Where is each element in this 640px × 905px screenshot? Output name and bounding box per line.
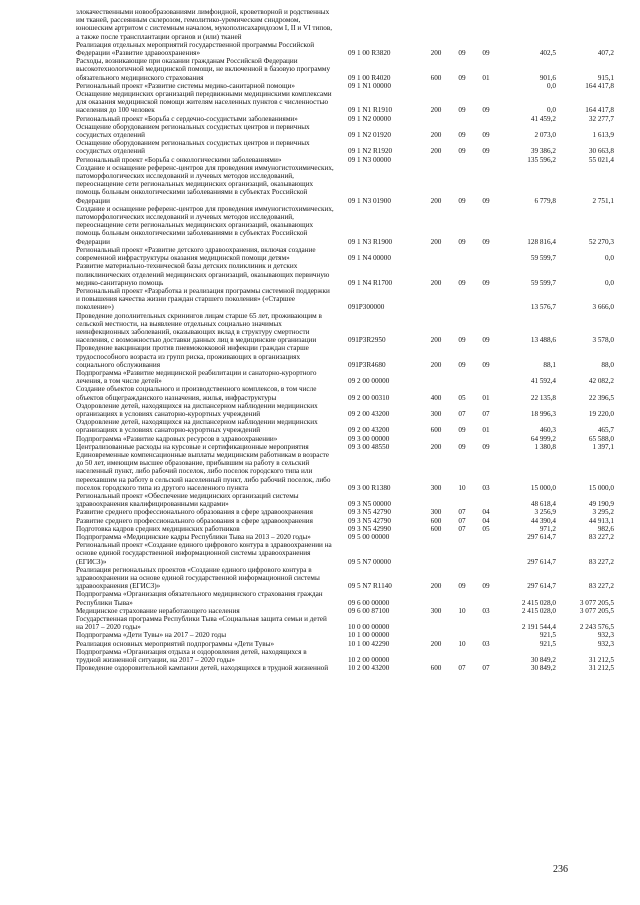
table-row	[76, 262, 618, 287]
section-code	[450, 369, 474, 385]
amount-year-1: 921,5	[539, 639, 556, 648]
subsection-code	[474, 590, 498, 606]
expense-name: Расходы, возникающие при оказании гражданам Российской Федерации высокотехнологичной медицинской помощи, не включенной в базовую программу обязательного медицинского страхования	[76, 57, 331, 82]
expense-type-code: 200	[430, 360, 442, 369]
table-row	[76, 664, 618, 672]
subsection-code	[474, 82, 498, 90]
amount-year-2: 3 666,0	[592, 303, 614, 312]
target-article-code: 09 3 00 00000	[348, 434, 390, 443]
expense-name: Подпрограмма «Медицинские кадры Республики Тыва на 2013 – 2020 годы»	[76, 533, 311, 541]
subsection-code: 09	[482, 237, 490, 246]
target-article-code: 09 1 N4 R1700	[348, 278, 393, 287]
section-code: 09	[458, 49, 466, 58]
subsection-code: 09	[482, 278, 490, 287]
table-row	[76, 631, 618, 639]
amount-year-1: 48 618,4	[530, 500, 556, 509]
amount-year-1: 59 599,7	[530, 278, 556, 287]
section-code	[450, 82, 474, 90]
amount-year-2: 49 190,9	[588, 500, 614, 509]
subsection-code: 07	[482, 664, 490, 673]
amount-year-2: 30 663,8	[588, 147, 614, 156]
table-row	[76, 8, 618, 41]
section-code	[450, 648, 474, 664]
amount-year-2: 52 270,3	[588, 237, 614, 246]
amount-year-2: 3 077 205,5	[579, 598, 614, 607]
expense-name: Единовременные компенсационные выплаты медицинским работникам в возрасте до 50 лет, имеющим высшее образование, прибывшим на работу в сельский населенный пункт, либо рабочий поселок, либо поселок городского типа или переехавшим на работу в сельский населенный пункт, либо рабочий поселок, либо поселок городского типа из другого населенного пункта	[76, 450, 331, 492]
section-code	[450, 590, 474, 606]
target-article-code: 091P3R2950	[348, 336, 386, 345]
target-article-code: 10 2 00 00000	[348, 656, 390, 665]
table-row	[76, 164, 618, 205]
table-row	[76, 57, 618, 82]
amount-year-2: 83 227,2	[588, 582, 614, 591]
target-article-code: 09 3 N5 42790	[348, 508, 391, 517]
subsection-code: 09	[482, 147, 490, 156]
table-row	[76, 156, 618, 164]
section-code: 07	[458, 516, 466, 525]
section-code: 07	[458, 409, 466, 418]
table-row	[76, 205, 618, 246]
section-code: 07	[458, 524, 466, 533]
expense-name: Развитие среднего профессионального образования в сфере здравоохранения	[76, 508, 313, 517]
subsection-code: 03	[482, 483, 490, 492]
amount-year-2: 2 243 576,5	[579, 623, 614, 632]
table-row	[76, 492, 618, 508]
table-row	[76, 344, 618, 369]
target-article-code: 09 1 N1 R1910	[348, 106, 393, 115]
table-row	[76, 115, 618, 123]
target-article-code: 09 1 N2 00000	[348, 114, 391, 123]
amount-year-1: 128 816,4	[527, 237, 556, 246]
table-row	[76, 402, 618, 418]
subsection-code	[474, 369, 498, 385]
amount-year-1: 460,3	[539, 426, 556, 435]
amount-year-1: 297 614,7	[527, 533, 556, 541]
expense-name: Создание объектов социального и производственного комплексов, в том числе объектов общегражданского назначения, жилья, инфраструктуры	[76, 385, 317, 402]
section-code	[450, 287, 474, 312]
target-article-code: 09 3 N5 42790	[348, 516, 391, 525]
subsection-code: 09	[482, 336, 490, 345]
section-code: 09	[458, 73, 466, 82]
expense-type-code	[422, 615, 450, 631]
subsection-code: 04	[482, 508, 490, 517]
target-article-code: 09 3 N5 42990	[348, 524, 391, 533]
section-code	[450, 8, 474, 41]
target-article-code: 09 3 00 48550	[348, 442, 390, 451]
expense-type-code: 600	[430, 73, 442, 82]
expense-name: Подготовка кадров средних медицинских работников	[76, 524, 240, 533]
amount-year-1: 13 488,6	[530, 336, 556, 345]
expense-type-code	[422, 648, 450, 664]
subsection-code: 09	[482, 360, 490, 369]
section-code: 10	[458, 483, 466, 492]
section-code: 09	[458, 442, 466, 451]
table-row	[76, 123, 618, 139]
section-code: 09	[458, 360, 466, 369]
section-code: 09	[458, 147, 466, 156]
expense-type-code: 600	[430, 426, 442, 435]
amount-year-2: 3 295,2	[592, 508, 614, 517]
expense-name: Централизованные расходы на курсовые и сертификационные мероприятия	[76, 442, 309, 451]
amount-year-2: 42 082,2	[588, 377, 614, 386]
target-article-code: 09 2 00 00310	[348, 393, 390, 402]
target-article-code: 09 3 00 R1380	[348, 483, 391, 492]
section-code: 09	[458, 196, 466, 205]
amount-year-1: 921,5	[539, 631, 556, 640]
section-code: 10	[458, 606, 466, 615]
subsection-code	[474, 631, 498, 639]
amount-year-2: 164 417,8	[585, 106, 614, 115]
expense-type-code	[422, 82, 450, 90]
amount-year-2: 2 751,1	[592, 196, 614, 205]
subsection-code: 09	[482, 582, 490, 591]
amount-year-1: 2 415 028,0	[521, 606, 556, 615]
target-article-code: 09 5 N7 R1140	[348, 582, 392, 591]
section-code	[450, 631, 474, 639]
expense-name: Оздоровление детей, находящихся на диспансерном наблюдении медицинских организациях в условиях санаторно-курортных учреждений	[76, 418, 318, 435]
expense-name: Медицинское страхование неработающего населения	[76, 606, 240, 615]
target-article-code: 09 1 N3 R1900	[348, 237, 393, 246]
target-article-code: 09 1 00 R3820	[348, 49, 391, 58]
table-row	[76, 615, 618, 631]
subsection-code: 01	[482, 426, 490, 435]
expense-name: Реализация отдельных мероприятий государственной программы Российской Федерации «Развитие здравоохранения»	[76, 40, 315, 58]
section-code	[450, 115, 474, 123]
amount-year-1: 297 614,7	[527, 557, 556, 566]
amount-year-2: 32 277,7	[588, 114, 614, 123]
expense-name: Региональный проект «Борьба с онкологическими заболеваниями»	[76, 155, 282, 164]
subsection-code: 07	[482, 409, 490, 418]
subsection-code	[474, 115, 498, 123]
amount-year-2: 22 396,5	[588, 393, 614, 402]
table-row	[76, 525, 618, 533]
amount-year-2: 915,1	[597, 73, 614, 82]
amount-year-2: 0,0	[605, 254, 614, 263]
amount-year-1: 22 135,8	[530, 393, 556, 402]
amount-year-1: 44 390,4	[530, 516, 556, 525]
amount-year-1: 41 459,2	[530, 114, 556, 123]
amount-year-1: 2 191 544,4	[521, 623, 556, 632]
expense-type-code	[422, 492, 450, 508]
subsection-code: 04	[482, 516, 490, 525]
amount-year-2: 65 588,0	[588, 434, 614, 443]
table-row	[76, 533, 618, 541]
expense-name: Проведение вакцинации против пневмококковой инфекции граждан старше трудоспособного возраста из групп риска, проживающих в организациях социального обслуживания	[76, 344, 309, 369]
expense-name: Региональный проект «Развитие детского здравоохранения, включая создание современной инфраструктуры оказания медицинской помощи детям»	[76, 245, 316, 263]
section-code: 07	[458, 508, 466, 517]
section-code	[450, 246, 474, 262]
subsection-code	[474, 541, 498, 566]
expense-name: Оснащение медицинских организаций передвижными медицинскими комплексами для оказания медицинской помощи жителям населенных пунктов с численностью населения до 100 человек	[76, 90, 332, 115]
amount-year-1: 88,1	[543, 360, 556, 369]
expense-type-code: 200	[430, 442, 442, 451]
amount-year-1: 30 849,2	[530, 656, 556, 665]
table-row	[76, 508, 618, 516]
amount-year-1: 135 596,2	[527, 155, 556, 164]
expense-type-code	[422, 156, 450, 164]
target-article-code: 09 6 00 00000	[348, 598, 390, 607]
table-row	[76, 369, 618, 385]
amount-year-1: 6 779,8	[534, 196, 556, 205]
section-code: 09	[458, 106, 466, 115]
amount-year-2: 15 000,0	[588, 483, 614, 492]
expense-type-code: 600	[430, 524, 442, 533]
amount-year-1: 0,0	[547, 81, 556, 90]
expense-type-code: 400	[430, 393, 442, 402]
subsection-code: 09	[482, 131, 490, 140]
table-row	[76, 590, 618, 606]
expense-name: Государственная программа Республики Тыва «Социальная защита семьи и детей на 2017 – 2020 годы»	[76, 615, 327, 632]
target-article-code: 09 3 N5 00000	[348, 500, 391, 509]
expense-type-code: 200	[430, 278, 442, 287]
amount-year-2: 3 077 205,5	[579, 606, 614, 615]
expense-name: Создание и оснащение референс-центров для проведения иммуногистохимических, патоморфологических исследований и лучевых методов исследований, переоснащение сети региональных медицинских организаций, оказывающих помощь больным онкологическими заболеваниями в субъектах Российской Федерации	[76, 204, 334, 246]
expense-type-code: 200	[430, 582, 442, 591]
amount-year-1: 30 849,2	[530, 664, 556, 673]
target-article-code: 09 1 N1 00000	[348, 81, 391, 90]
target-article-code: 09 1 00 R4020	[348, 73, 391, 82]
expense-type-code: 200	[430, 147, 442, 156]
subsection-code	[474, 435, 498, 443]
table-row	[76, 41, 618, 57]
expense-name: Региональный проект «Разработка и реализация программы системной поддержки и повышения качества жизни граждан старшего поколения» («Старшее поколение»)	[76, 286, 330, 312]
amount-year-1: 901,6	[539, 73, 556, 82]
table-row	[76, 640, 618, 648]
amount-year-2: 407,2	[597, 49, 614, 58]
expense-name: Оснащение оборудованием региональных сосудистых центров и первичных сосудистых отделений	[76, 139, 310, 156]
expense-type-code: 200	[430, 196, 442, 205]
table-row	[76, 90, 618, 115]
table-row	[76, 312, 618, 345]
amount-year-1: 64 999,2	[530, 434, 556, 443]
subsection-code: 05	[482, 524, 490, 533]
target-article-code: 10 1 00 42290	[348, 639, 390, 648]
subsection-code	[474, 246, 498, 262]
table-row	[76, 418, 618, 434]
section-code	[450, 492, 474, 508]
subsection-code: 09	[482, 49, 490, 58]
expense-name: Развитие материально-технической базы детских поликлиник и детских поликлинических отделений медицинских организаций, оказывающих первичную медико-санитарную помощь	[76, 262, 330, 287]
amount-year-2	[560, 8, 618, 41]
amount-year-1: 18 996,3	[530, 409, 556, 418]
expense-name: злокачественными новообразованиями лимфоидной, кроветворной и родственных им тканей, рассеянным склерозом, гемолитико-уремическим синдромом, юношеским артритом с системным началом, мукополисахаридозом I, II и VI типов, а также после трансплантации органов и (или) тканей	[76, 8, 333, 41]
amount-year-2: 932,3	[597, 639, 614, 648]
amount-year-2: 932,3	[597, 631, 614, 640]
expense-type-code: 600	[430, 664, 442, 673]
expense-type-code: 300	[430, 508, 442, 517]
expense-type-code: 300	[430, 483, 442, 492]
expense-name: Региональный проект «Борьба с сердечно-сосудистыми заболеваниями»	[76, 114, 298, 123]
section-code	[450, 541, 474, 566]
amount-year-1: 971,2	[539, 524, 556, 533]
amount-year-2: 31 212,5	[588, 664, 614, 673]
expense-type-code: 600	[430, 516, 442, 525]
section-code: 07	[458, 664, 466, 673]
expense-type-code	[422, 8, 450, 41]
subsection-code: 01	[482, 73, 490, 82]
expense-type-code: 300	[430, 409, 442, 418]
section-code: 09	[458, 336, 466, 345]
target-article-code: 091P300000	[348, 303, 385, 312]
amount-year-2: 3 578,0	[592, 336, 614, 345]
expense-name: Реализация региональных проектов «Создание единого цифрового контура в здравоохранении на основе единой государственной информационной системы здравоохранения (ЕГИСЗ)»	[76, 565, 320, 591]
expense-type-code	[422, 246, 450, 262]
section-code: 09	[458, 582, 466, 591]
target-article-code: 09 1 N4 00000	[348, 254, 391, 263]
expense-type-code: 300	[430, 606, 442, 615]
amount-year-1: 41 592,4	[530, 377, 556, 386]
table-row	[76, 385, 618, 401]
amount-year-2: 31 212,5	[588, 656, 614, 665]
amount-year-1: 39 386,2	[530, 147, 556, 156]
subsection-code: 03	[482, 606, 490, 615]
expense-name: Подпрограмма «Развитие медицинской реабилитации и санаторно-курортного лечения, в том числе детей»	[76, 368, 317, 386]
table-row	[76, 566, 618, 591]
table-row	[76, 82, 618, 90]
amount-year-1: 15 000,0	[530, 483, 556, 492]
subsection-code	[474, 492, 498, 508]
expense-name: Развитие среднего профессионального образования в сфере здравоохранения	[76, 516, 313, 525]
subsection-code	[474, 8, 498, 41]
subsection-code	[474, 287, 498, 312]
section-code: 09	[458, 237, 466, 246]
section-code: 05	[458, 393, 466, 402]
expense-type-code	[422, 369, 450, 385]
table-row	[76, 435, 618, 443]
section-code: 09	[458, 426, 466, 435]
expense-name: Проведение дополнительных скринингов лицам старше 65 лет, проживающим в сельской местности, на выявление отдельных социально значимых неинфекционных заболеваний, оказывающих вклад в структуру смертности населения, с возможностью доставки данных лиц в медицинские организации	[76, 311, 322, 345]
amount-year-2: 982,6	[597, 524, 614, 533]
expense-type-code: 200	[430, 639, 442, 648]
amount-year-2: 83 227,2	[588, 557, 614, 566]
budget-table	[76, 8, 618, 672]
target-article-code: 09 1 N3 00000	[348, 155, 391, 164]
amount-year-2: 465,7	[597, 426, 614, 435]
target-article-code: 09 1 N3 01900	[348, 196, 391, 205]
table-row	[76, 451, 618, 492]
table-row	[76, 517, 618, 525]
expense-type-code: 200	[430, 336, 442, 345]
amount-year-1: 13 576,7	[530, 303, 556, 312]
expense-type-code	[422, 435, 450, 443]
expense-type-code: 200	[430, 106, 442, 115]
amount-year-2: 1 397,1	[592, 442, 614, 451]
expense-name: Подпрограмма «Организация отдыха и оздоровления детей, находящихся в трудной жизненной ситуации, на 2017 – 2020 годы»	[76, 647, 307, 665]
expense-type-code	[422, 287, 450, 312]
target-article-code: 10 2 00 43200	[348, 664, 390, 673]
subsection-code: 09	[482, 196, 490, 205]
expense-type-code: 200	[430, 131, 442, 140]
subsection-code: 03	[482, 639, 490, 648]
target-article-code: 09 1 N2 R1920	[348, 147, 393, 156]
expense-name: Региональный проект «Обеспечение медицинских организаций системы здравоохранения квалифицированными кадрами»	[76, 491, 299, 509]
subsection-code	[474, 533, 498, 541]
target-article-code: 10 1 00 00000	[348, 631, 390, 640]
expense-name: Реализация основных мероприятий подпрограммы «Дети Тувы»	[76, 639, 275, 648]
table-row	[76, 139, 618, 155]
expense-type-code	[422, 631, 450, 639]
amount-year-1: 0,0	[547, 106, 556, 115]
expense-type-code	[422, 541, 450, 566]
target-article-code: 09 1 N2 01920	[348, 131, 391, 140]
expense-name: Подпрограмма «Развитие кадровых ресурсов в здравоохранении»	[76, 434, 278, 443]
expense-name: Оснащение оборудованием региональных сосудистых центров и первичных сосудистых отделений	[76, 122, 310, 140]
section-code: 10	[458, 639, 466, 648]
table-row	[76, 607, 618, 615]
expense-name: Создание и оснащение референс-центров для проведения иммуногистохимических, патоморфологических исследований и лучевых методов исследований, переоснащение сети региональных медицинских организаций, оказывающих помощь больным онкологическими заболеваниями в субъектах Российской Федерации	[76, 163, 334, 205]
target-article-code: 09 2 00 43200	[348, 426, 390, 435]
amount-year-2: 44 913,1	[588, 516, 614, 525]
amount-year-1: 1 380,8	[534, 442, 556, 451]
expense-name: Региональный проект «Развитие системы медико-санитарной помощи»	[76, 81, 295, 90]
expense-type-code	[422, 533, 450, 541]
expense-name: Региональный проект «Создание единого цифрового контура в здравоохранении на основе единой государственной информационной системы здравоохранения (ЕГИСЗ)»	[76, 541, 332, 566]
table-row	[76, 287, 618, 312]
target-article-code: 09 6 00 87100	[348, 606, 390, 615]
table-row	[76, 246, 618, 262]
table-row	[76, 443, 618, 451]
expense-type-code: 200	[430, 49, 442, 58]
table-row	[76, 648, 618, 664]
expense-type-code	[422, 115, 450, 123]
target-article-code: 09 5 N7 00000	[348, 557, 391, 566]
section-code	[450, 615, 474, 631]
amount-year-1: 59 599,7	[530, 254, 556, 263]
target-article-code: 091P3R4680	[348, 360, 386, 369]
subsection-code: 09	[482, 106, 490, 115]
amount-year-1	[498, 8, 560, 41]
subsection-code	[474, 156, 498, 164]
amount-year-2: 1 613,9	[592, 131, 614, 140]
amount-year-2: 83 227,2	[588, 533, 614, 541]
subsection-code	[474, 648, 498, 664]
amount-year-2: 164 417,8	[585, 81, 614, 90]
target-article-code: 09 2 00 00000	[348, 377, 390, 386]
target-article-code: 09 5 00 00000	[348, 533, 390, 541]
expense-name: Подпрограмма «Организация обязательного медицинского страхования граждан Республики Тыва»	[76, 590, 323, 607]
section-code: 09	[458, 278, 466, 287]
target-article-code: 10 0 00 00000	[348, 623, 390, 632]
subsection-code: 09	[482, 442, 490, 451]
amount-year-1: 2 415 028,0	[521, 598, 556, 607]
expense-name: Оздоровление детей, находящихся на диспансерном наблюдении медицинских организациях в условиях санаторно-курортных учреждений	[76, 401, 318, 418]
amount-year-1: 2 073,0	[534, 131, 556, 140]
section-code	[450, 435, 474, 443]
subsection-code	[474, 615, 498, 631]
subsection-code: 01	[482, 393, 490, 402]
amount-year-2: 19 220,0	[588, 409, 614, 418]
section-code: 09	[458, 131, 466, 140]
target-article-code: 09 2 00 43200	[348, 409, 390, 418]
table-row	[76, 541, 618, 566]
expense-type-code	[422, 590, 450, 606]
section-code	[450, 156, 474, 164]
amount-year-2: 55 021,4	[588, 155, 614, 164]
amount-year-2: 88,0	[601, 360, 614, 369]
amount-year-1: 402,5	[539, 49, 556, 58]
amount-year-1: 297 614,7	[527, 582, 556, 591]
page-number: 236	[553, 864, 568, 875]
expense-name: Проведение оздоровительной кампании детей, находящихся в трудной жизненной	[76, 664, 329, 673]
amount-year-1: 3 256,9	[534, 508, 556, 517]
expense-type-code: 200	[430, 237, 442, 246]
expense-name: Подпрограмма «Дети Тувы» на 2017 – 2020 годы	[76, 631, 227, 640]
section-code	[450, 533, 474, 541]
target-article-code	[344, 8, 422, 41]
amount-year-2: 0,0	[605, 278, 614, 287]
